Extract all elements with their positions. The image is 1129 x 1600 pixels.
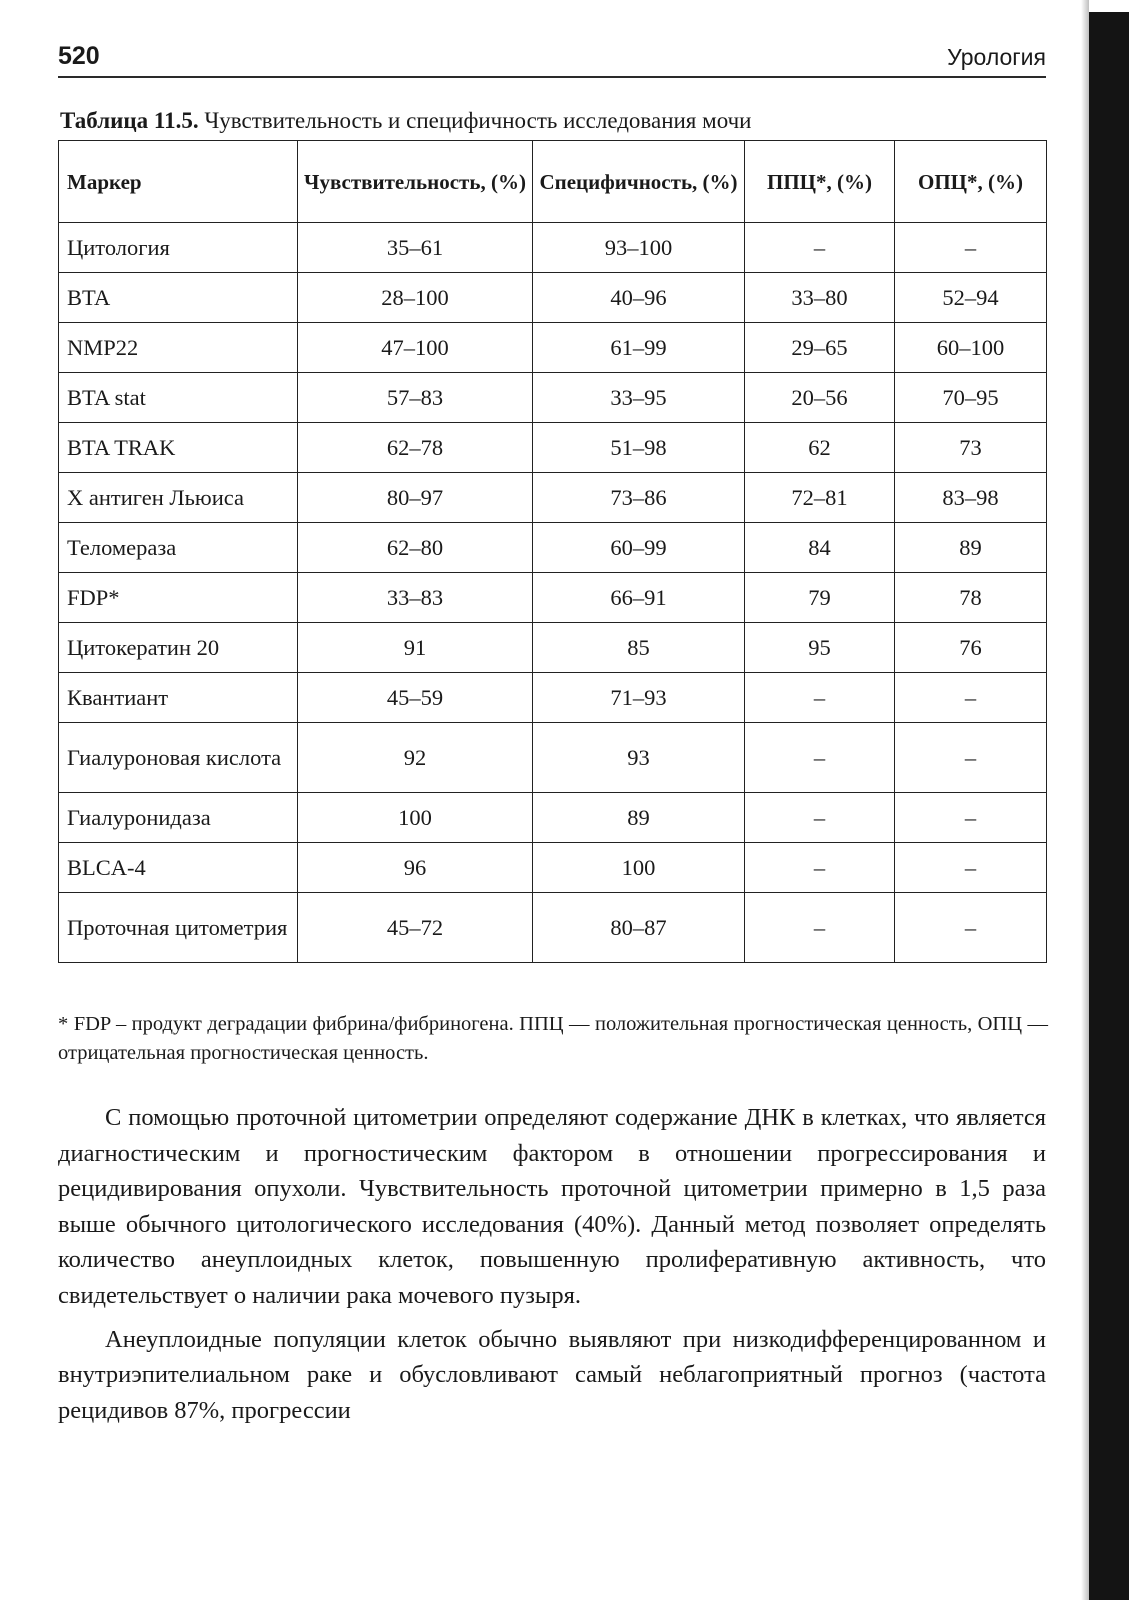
specificity-cell: 40–96 [533, 273, 745, 323]
marker-cell: BTA stat [59, 373, 298, 423]
table-row [59, 223, 1047, 273]
table-row [59, 793, 1047, 843]
table-row [59, 473, 1047, 523]
npv-cell: – [895, 843, 1047, 893]
ppv-cell: 62 [745, 423, 895, 473]
table-row [59, 423, 1047, 473]
specificity-cell: 71–93 [533, 673, 745, 723]
sensitivity-cell: 62–78 [298, 423, 533, 473]
specificity-cell: 93 [533, 723, 745, 793]
specificity-cell: 85 [533, 623, 745, 673]
column-header-marker: Маркер [59, 141, 298, 223]
npv-cell: 52–94 [895, 273, 1047, 323]
specificity-cell: 93–100 [533, 223, 745, 273]
marker-cell: Гиалуронидаза [59, 793, 298, 843]
table-caption-text: Чувствительность и специфичность исследования мочи [198, 108, 752, 133]
column-header-specificity: Специфичность, (%) [533, 141, 745, 223]
column-header-ppv: ППЦ*, (%) [745, 141, 895, 223]
npv-cell: 83–98 [895, 473, 1047, 523]
specificity-cell: 100 [533, 843, 745, 893]
ppv-cell: 33–80 [745, 273, 895, 323]
sensitivity-cell: 100 [298, 793, 533, 843]
table-row [59, 843, 1047, 893]
ppv-cell: 95 [745, 623, 895, 673]
ppv-cell: – [745, 223, 895, 273]
sensitivity-cell: 91 [298, 623, 533, 673]
column-header-sensitivity: Чувствительность, (%) [298, 141, 533, 223]
specificity-cell: 33–95 [533, 373, 745, 423]
marker-cell: Проточная цитометрия [59, 893, 298, 963]
ppv-cell: – [745, 723, 895, 793]
sensitivity-cell: 35–61 [298, 223, 533, 273]
ppv-cell: 72–81 [745, 473, 895, 523]
table-row [59, 623, 1047, 673]
marker-cell: BTA [59, 273, 298, 323]
marker-cell: FDP* [59, 573, 298, 623]
table-row [59, 373, 1047, 423]
page-number: 520 [58, 42, 100, 70]
npv-cell: – [895, 223, 1047, 273]
ppv-cell: 29–65 [745, 323, 895, 373]
specificity-cell: 89 [533, 793, 745, 843]
ppv-cell: 20–56 [745, 373, 895, 423]
marker-cell: Квантиант [59, 673, 298, 723]
marker-cell: Гиалуроновая кислота [59, 723, 298, 793]
sensitivity-table [58, 140, 1047, 963]
npv-cell: – [895, 723, 1047, 793]
npv-cell: 70–95 [895, 373, 1047, 423]
marker-cell: NMP22 [59, 323, 298, 373]
table-row [59, 273, 1047, 323]
table-row [59, 893, 1047, 963]
sensitivity-cell: 57–83 [298, 373, 533, 423]
table-caption-label: Таблица 11.5. [60, 108, 199, 133]
table-header-row [59, 141, 1047, 223]
npv-cell: 76 [895, 623, 1047, 673]
ppv-cell: – [745, 843, 895, 893]
sensitivity-cell: 96 [298, 843, 533, 893]
table-row [59, 673, 1047, 723]
ppv-cell: 79 [745, 573, 895, 623]
sensitivity-cell: 33–83 [298, 573, 533, 623]
sensitivity-cell: 45–59 [298, 673, 533, 723]
table-caption [60, 108, 751, 134]
sensitivity-cell: 80–97 [298, 473, 533, 523]
npv-cell: – [895, 793, 1047, 843]
table-row [59, 573, 1047, 623]
specificity-cell: 66–91 [533, 573, 745, 623]
sensitivity-cell: 62–80 [298, 523, 533, 573]
marker-cell: BLCA-4 [59, 843, 298, 893]
specificity-cell: 73–86 [533, 473, 745, 523]
ppv-cell: – [745, 793, 895, 843]
npv-cell: – [895, 673, 1047, 723]
table-row [59, 723, 1047, 793]
npv-cell: 60–100 [895, 323, 1047, 373]
column-header-npv: ОПЦ*, (%) [895, 141, 1047, 223]
scan-shadow [1081, 0, 1089, 1600]
npv-cell: – [895, 893, 1047, 963]
sensitivity-cell: 92 [298, 723, 533, 793]
ppv-cell: – [745, 673, 895, 723]
npv-cell: 73 [895, 423, 1047, 473]
table-row [59, 323, 1047, 373]
specificity-cell: 51–98 [533, 423, 745, 473]
sensitivity-cell: 47–100 [298, 323, 533, 373]
npv-cell: 78 [895, 573, 1047, 623]
marker-cell: Цитокератин 20 [59, 623, 298, 673]
paragraph: Анеуплоидные популяции клеток обычно выявляют при низкодифференцированном и внутриэпителиальном раке и обусловливают самый неблагоприятный прогноз (частота рецидивов 87%, прогрессии [58, 1325, 1046, 1424]
sensitivity-cell: 45–72 [298, 893, 533, 963]
table-footnote: * FDP – продукт деградации фибрина/фибриногена. ППЦ — положительная прогностическая ценность, ОПЦ — отрицательная прогностическая ценность. [58, 1013, 1048, 1064]
marker-cell: Х антиген Льюиса [59, 473, 298, 523]
sensitivity-cell: 28–100 [298, 273, 533, 323]
marker-cell: Цитология [59, 223, 298, 273]
scan-edge [1089, 12, 1129, 1600]
specificity-cell: 80–87 [533, 893, 745, 963]
section-title: Урология [947, 44, 1046, 70]
marker-cell: Теломераза [59, 523, 298, 573]
paragraph: С помощью проточной цитометрии определяют содержание ДНК в клетках, что является диагностическим и прогностическим фактором в отношении прогрессирования и рецидивирования опухоли. Чувствительность проточной цитометрии примерно в 1,5 раза выше обычного цитологического исследования (40%). Данный метод позволяет определять количество анеуплоидных клеток, повышенную пролиферативную активность, что свидетельствует о наличии рака мочевого пузыря. [58, 1104, 1046, 1309]
body-text [58, 1100, 1046, 1428]
npv-cell: 89 [895, 523, 1047, 573]
ppv-cell: 84 [745, 523, 895, 573]
specificity-cell: 60–99 [533, 523, 745, 573]
specificity-cell: 61–99 [533, 323, 745, 373]
table-row [59, 523, 1047, 573]
ppv-cell: – [745, 893, 895, 963]
running-head [58, 40, 1046, 78]
marker-cell: BTA TRAK [59, 423, 298, 473]
